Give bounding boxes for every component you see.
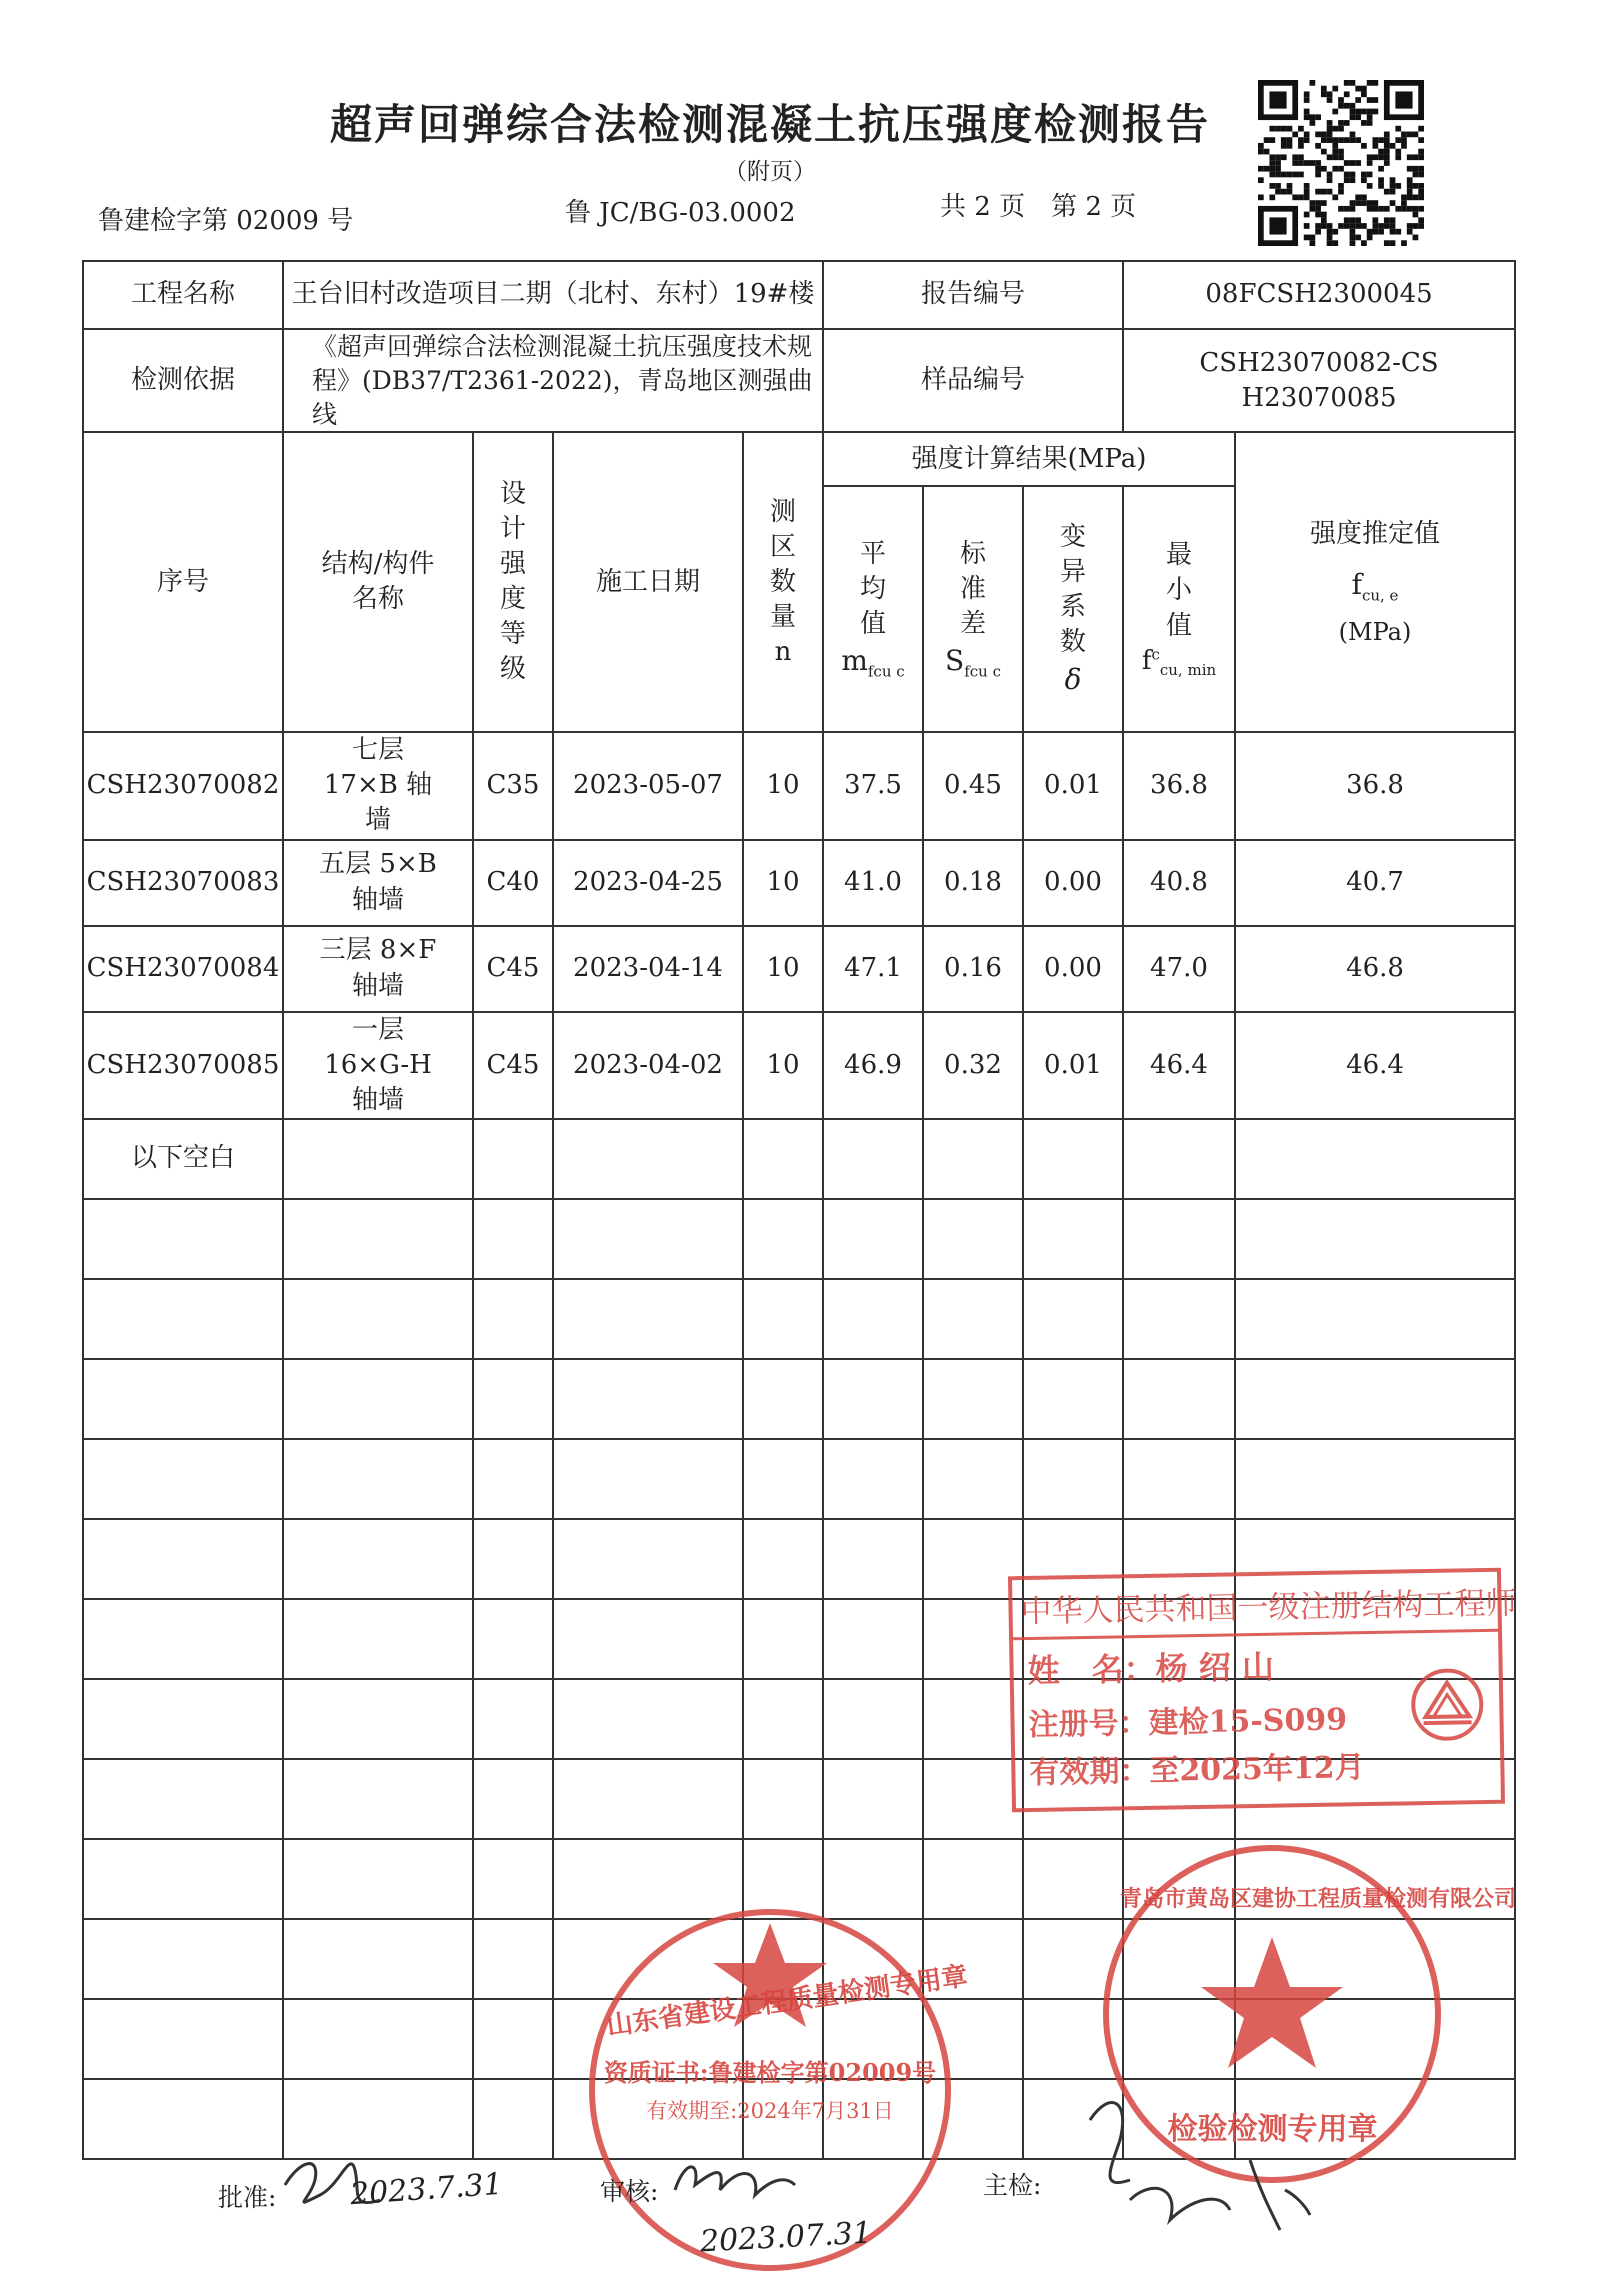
stamp-right-ring: 青岛市黄岛区建协工程质量检测有限公司 [1120, 1886, 1517, 1912]
col-seq: 序号 [83, 432, 283, 732]
table-row: CSH23070083 五层 5×B 轴墙 C40 2023-04-25 10 41.0 0.18 0.00 40.8 40.7 [83, 840, 1515, 926]
report-no-label: 报告编号 [823, 261, 1123, 329]
engineer-stamp: 中华人民共和国一级注册结构工程师 姓 名：杨 绍 山 注册号：建检15-S099 有效期：至2025年12月 [1008, 1568, 1505, 1813]
stamp-left-cert: 资质证书:鲁建检字第02009号 [603, 2058, 937, 2087]
col-date: 施工日期 [553, 432, 743, 732]
col-min: 最小值 $f^c_{cu, min}$ [1123, 486, 1235, 732]
review-signature [670, 2150, 800, 2210]
sample-no-value-2: H23070085 [1241, 382, 1397, 413]
project-value: 王台旧村改造项目二期（北村、东村）19#楼 [283, 261, 823, 329]
stamp-right-bottom: 检验检测专用章 [1167, 2112, 1378, 2147]
quality-stamp-left [585, 1905, 970, 2275]
page-info: 共 2 页 第 2 页 [940, 192, 1137, 222]
table-row: CSH23070082 七层 17×B 轴墙 C35 2023-05-07 10 37.5 0.45 0.01 36.8 36.8 [83, 732, 1515, 839]
col-std: 标准差 $S_{fcu c}$ [923, 486, 1023, 732]
form-code: 鲁 JC/BG-03.0002 [565, 198, 796, 228]
inspect-signature [1070, 2080, 1330, 2250]
doc-number: 鲁建检字第 02009 号 [98, 206, 354, 236]
review-label: 审核: [600, 2177, 659, 2206]
blank-note-row: 以下空白 [83, 1119, 1515, 1199]
table-row: CSH23070084 三层 8×F 轴墙 C45 2023-04-14 10 47.1 0.16 0.00 47.0 46.8 [83, 926, 1515, 1012]
emblem-icon [1409, 1666, 1486, 1743]
col-est: 强度推定值 $f_{cu, e}$ (MPa) [1235, 432, 1515, 732]
approve-label: 批准: [218, 2183, 277, 2212]
review-date: 2023.07.31 [699, 2215, 873, 2260]
stamp-left-valid: 有效期至:2024年7月31日 [646, 2099, 894, 2123]
qr-code-icon [1258, 80, 1424, 246]
table-row: CSH23070085 一层 16×G-H 轴墙 C45 2023-04-02 10 46.9 0.32 0.01 46.4 46.4 [83, 1012, 1515, 1119]
col-mean: 平均值 $m_{fcu c}$ [823, 486, 923, 732]
basis-label: 检测依据 [83, 329, 283, 432]
sample-no-value-1: CSH23070082-CS [1199, 347, 1439, 378]
sample-no-label: 样品编号 [823, 329, 1123, 432]
stamp-left-ring: 山东省建设工程质量检测专用章 [604, 1961, 970, 2042]
project-row [83, 261, 1515, 329]
sample-no-value [1123, 329, 1515, 432]
report-subtitle: （附页） [724, 159, 816, 185]
col-cv: 变异系数 δ [1023, 486, 1123, 732]
report-no-value: 08FCSH2300045 [1123, 261, 1515, 329]
basis-row [83, 329, 1515, 432]
approve-date: 2023.7.31 [348, 2166, 504, 2213]
report-title: 超声回弹综合法检测混凝土抗压强度检测报告 [329, 100, 1210, 149]
col-group: 强度计算结果(MPa) [823, 432, 1235, 486]
basis-value: 《超声回弹综合法检测混凝土抗压强度技术规程》(DB37/T2361-2022)，青岛地区测强曲线 [283, 329, 823, 432]
project-label: 工程名称 [83, 261, 283, 329]
inspect-label: 主检: [983, 2171, 1042, 2200]
col-grade: 设计强度等级 [473, 432, 553, 732]
header-row-1 [83, 432, 1515, 486]
col-zones: 测区数量 n [743, 432, 823, 732]
col-member: 结构/构件名称 [283, 432, 473, 732]
